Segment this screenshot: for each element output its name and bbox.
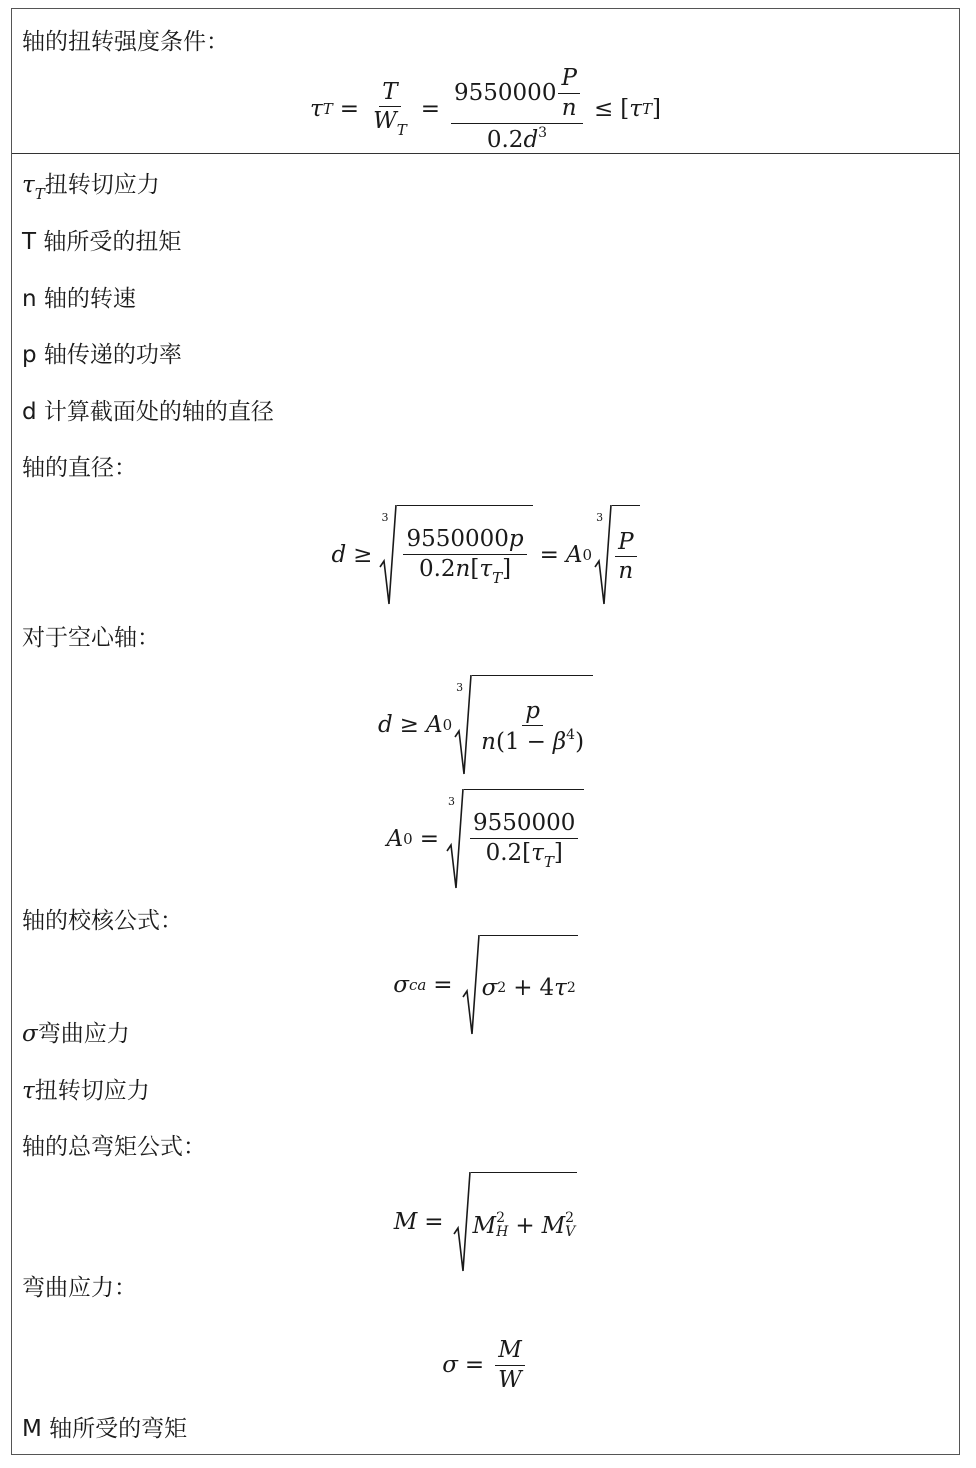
- fraction-torque-formula: 9550000 $\frac{P}{n}$ $0.2d^3$: [451, 63, 583, 154]
- cube-root: 3 $\frac{9550000p}{0.2n[\tau_T]}$: [381, 505, 532, 605]
- total-moment-equation: M = M 2 H + M 2 V: [12, 1192, 959, 1252]
- cube-root: 3 $\frac{p}{n(1 - \beta^4)}$: [456, 675, 593, 775]
- bending-stress-equation: σ = $\frac{M}{W}$: [12, 1327, 959, 1403]
- torsion-equation: τ T = $\frac{T}{W_T}$ = 9550000 $\frac{P}{n}$ $0.2d^3$ ≤ [ τ T ]: [310, 65, 661, 154]
- bending-stress-title: 弯曲应力：: [22, 1275, 137, 1301]
- document-frame: [11, 8, 960, 1455]
- fraction-T-over-WT: $\frac{T}{W_T}$: [373, 78, 407, 139]
- square-root: M 2 H + M 2 V: [453, 1172, 578, 1272]
- def-T: T 轴所受的扭矩: [22, 229, 182, 255]
- check-title: 轴的校核公式：: [22, 908, 183, 934]
- total-moment-title: 轴的总弯矩公式：: [22, 1134, 206, 1160]
- diameter-title: 轴的直径：: [22, 455, 137, 481]
- hollow-title: 对于空心轴：: [22, 625, 160, 651]
- diameter-equation: d ≥ 3 $\frac{9550000p}{0.2n[\tau_T]}$ = A 0 3 $\frac{P}{n}$: [12, 509, 959, 601]
- square-root: σ 2 + 4 τ 2: [462, 935, 578, 1035]
- def-tauT: $\tau_T$扭转切应力: [22, 172, 160, 203]
- header-divider: [12, 153, 959, 154]
- def-sigma: σ弯曲应力: [22, 1021, 130, 1047]
- torsion-title: 轴的扭转强度条件：: [22, 29, 229, 55]
- cube-root: 3 $\frac{P}{n}$: [596, 505, 639, 605]
- def-tau: τ扭转切应力: [22, 1078, 150, 1104]
- def-n: n 轴的转速: [22, 286, 136, 312]
- cube-root: 3 $\frac{9550000}{0.2[\tau_T]}$: [448, 789, 584, 889]
- A0-equation: A 0 = 3 $\frac{9550000}{0.2[\tau_T]}$: [12, 793, 959, 885]
- hollow-diameter-equation: d ≥ A 0 3 $\frac{p}{n(1 - \beta^4)}$: [12, 679, 959, 771]
- def-p: p 轴传递的功率: [22, 342, 182, 368]
- def-d: d 计算截面处的轴的直径: [22, 399, 274, 425]
- check-equation: σ ca = σ 2 + 4 τ 2: [12, 959, 959, 1011]
- def-M: M 轴所受的弯矩: [22, 1416, 188, 1442]
